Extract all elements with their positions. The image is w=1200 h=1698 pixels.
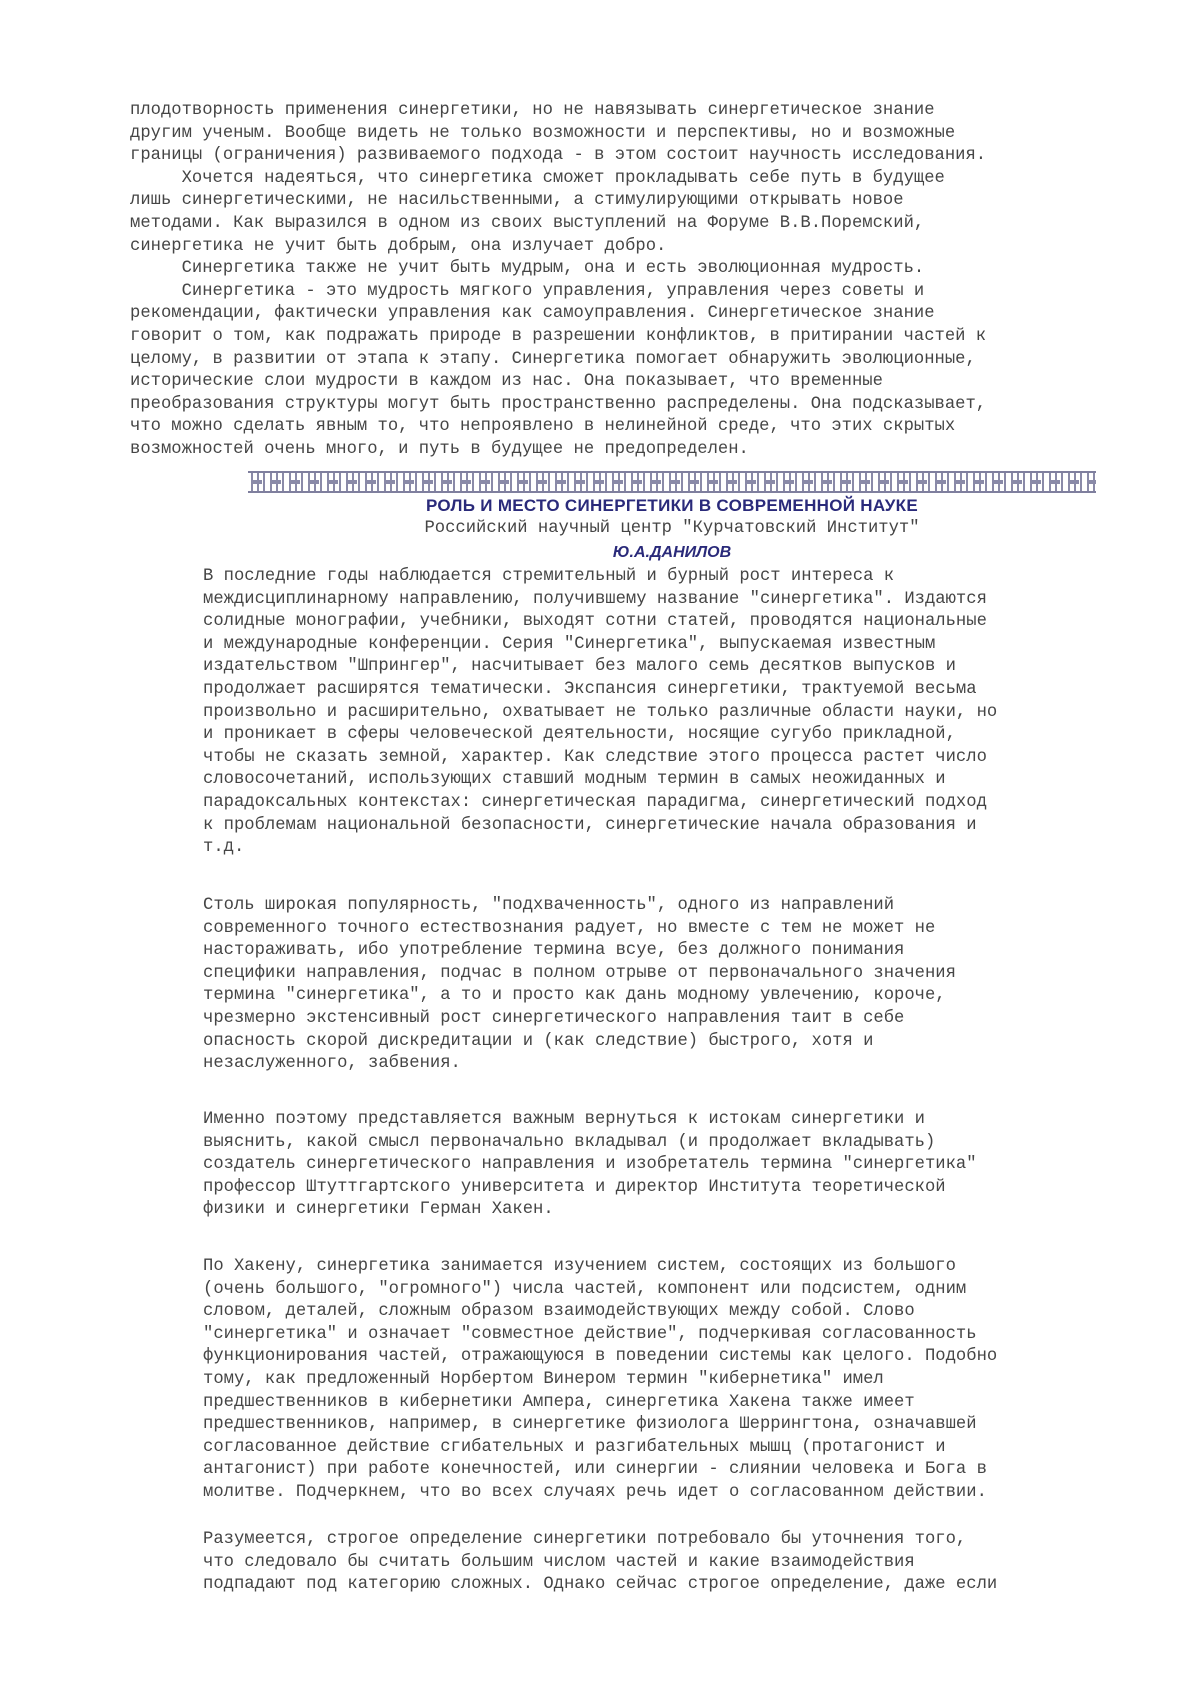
text-line: настораживать, ибо употребление термина всуе, без должного понимания [203, 941, 905, 961]
text-line: Именно поэтому представляется важным вернуться к истокам синергетики и [203, 1110, 925, 1129]
text-line: что следовало бы считать большим числом частей и какие взаимодействия [203, 1552, 915, 1572]
greek-key-divider [248, 471, 1096, 493]
text-line: согласованное действие сгибательных и разгибательных мышц (протагонист и [203, 1437, 946, 1457]
text-line: Хочется надеяться, что синергетика сможет прокладывать себе путь в будущее [130, 168, 945, 188]
text-line: и международные конференции. Серия "Синергетика", выпускаемая известным [203, 634, 936, 654]
text-line: предшественников в кибернетики Ампера, синергетика Хакена также имеет [203, 1392, 915, 1412]
text-line: По Хакену, синергетика занимается изучением систем, состоящих из большого [203, 1257, 956, 1276]
text-line: словосочетаний, использующих ставший модным термин в самых неожиданных и [203, 770, 946, 790]
text-line: плодотворность применения синергетики, но не навязывать синергетическое знание [130, 101, 935, 120]
text-line: парадоксальных контекстах: синергетическая парадигма, синергетический подход [203, 792, 987, 812]
text-line: функционирования частей, отражающуюся в поведении системы как целого. Подобно [203, 1347, 998, 1367]
text-line: продолжает расширятся тематически. Экспансия синергетики, трактуемой весьма [203, 679, 977, 699]
text-line: солидные монографии, учебники, выходят сотни статей, проводятся национальные [203, 612, 987, 632]
text-line: другим ученым. Вообще видеть не только возможности и перспективы, но и возможные [130, 123, 956, 143]
text-line: (очень большого, "огромного") числа частей, компонент или подсистем, одним [203, 1279, 967, 1299]
text-line: т.д. [203, 838, 245, 858]
text-line: опасность скорой дискредитации и (как следствие) быстрого, хотя и [203, 1031, 874, 1051]
text-line: выяснить, какой смысл первоначально вкладывал (и продолжает вкладывать) [203, 1132, 936, 1152]
text-line: молитве. Подчеркнем, что во всех случаях речь идет о согласованном действии. [203, 1482, 987, 1502]
text-line: термина "синергетика", а то и просто как дань модному увлечению, короче, [203, 986, 946, 1006]
text-line: чрезмерно экстенсивный рост синергетического направления таит в себе [203, 1008, 905, 1028]
text-line: создатель синергетического направления и изобретатель термина "синергетика" [203, 1155, 977, 1175]
text-line: "синергетика" и означает "совместное действие", подчеркивая согласованность [203, 1324, 977, 1344]
text-line: словом, деталей, сложным образом взаимодействующих между собой. Слово [203, 1302, 915, 1322]
text-line: возможностей очень много, и путь в будущее не предопределен. [130, 439, 749, 459]
text-line: предшественников, например, в синергетике физиолога Шеррингтона, означавшей [203, 1415, 977, 1435]
article-paragraph [203, 895, 1163, 1076]
text-line: преобразования структуры могут быть пространственно распределены. Она подсказывает, [130, 394, 987, 414]
text-line: специфики направления, подчас в полном отрыве от первоначального значения [203, 963, 956, 983]
text-line: Столь широкая популярность, "подхваченность", одного из направлений [203, 896, 895, 915]
text-line: методами. Как выразился в одном из своих выступлений на Форуме В.В.Поремский, [130, 213, 925, 233]
text-line: междисциплинарному направлению, получившему название "синергетика". Издаются [203, 589, 987, 609]
text-line: границы (ограничения) развиваемого подхода - в этом состоит научность исследования. [130, 146, 987, 166]
article-paragraph [203, 1529, 1163, 1597]
text-line: лишь синергетическими, не насильственными, а стимулирующими открывать новое [130, 191, 904, 211]
text-line: что можно сделать явным то, что непроявлено в нелинейной среде, что этих скрытых [130, 417, 956, 437]
divider-pattern [248, 480, 1096, 484]
text-line: современного точного естествознания радует, но вместе с тем не может не [203, 918, 936, 938]
text-line: Разумеется, строгое определение синергетики потребовало бы уточнения того, [203, 1530, 967, 1549]
text-line: и проникает в сферы человеческой деятельности, носящие сугубо прикладной, [203, 725, 956, 745]
text-line: физики и синергетики Герман Хакен. [203, 1200, 554, 1220]
article-paragraph [203, 1109, 1163, 1222]
article-institute: Российский научный центр "Курчатовский Институт" [424, 519, 920, 538]
article-author: Ю.А.ДАНИЛОВ [612, 544, 732, 561]
text-line: В последние годы наблюдается стремительный и бурный рост интереса к [203, 567, 895, 586]
intro-text [130, 100, 1130, 462]
text-line: тому, как предложенный Норбертом Винером термин "кибернетика" имел [203, 1369, 884, 1389]
text-line: синергетика не учит быть добрым, она излучает добро. [130, 236, 667, 256]
text-line: незаслуженного, забвения. [203, 1054, 461, 1074]
text-line: рекомендации, фактически управления как самоуправления. Синергетическое знание [130, 304, 935, 324]
text-line: целому, в развитии от этапа к этапу. Синергетика помогает обнаружить эволюционные, [130, 349, 976, 369]
text-line: к проблемам национальной безопасности, синергетические начала образования и [203, 815, 977, 835]
text-line: Синергетика - это мудрость мягкого управления, управления через советы и [130, 281, 925, 301]
article-title: РОЛЬ И МЕСТО СИНЕРГЕТИКИ В СОВРЕМЕННОЙ НАУКЕ [426, 496, 918, 515]
text-line: профессор Штуттгартского университета и директор Института теоретической [203, 1177, 946, 1197]
article-paragraph [203, 1256, 1163, 1505]
text-line: антагонист) при работе конечностей, или синергии - слиянии человека и Бога в [203, 1460, 987, 1480]
text-line: исторические слои мудрости в каждом из нас. Она показывает, что временные [130, 372, 883, 392]
article-paragraph [203, 566, 1163, 860]
text-line: произвольно и расширительно, охватывает не только различные области науки, но [203, 702, 998, 722]
text-line: говорит о том, как подражать природе в разрешении конфликтов, в притирании частей к [130, 326, 987, 346]
text-line: издательством "Шпрингер", насчитывает без малого семь десятков выпусков и [203, 657, 956, 677]
text-line: чтобы не сказать земной, характер. Как следствие этого процесса растет число [203, 747, 987, 767]
text-line: подпадают под категорию сложных. Однако сейчас строгое определение, даже если [203, 1575, 998, 1595]
text-line: Синергетика также не учит быть мудрым, она и есть эволюционная мудрость. [130, 259, 925, 279]
